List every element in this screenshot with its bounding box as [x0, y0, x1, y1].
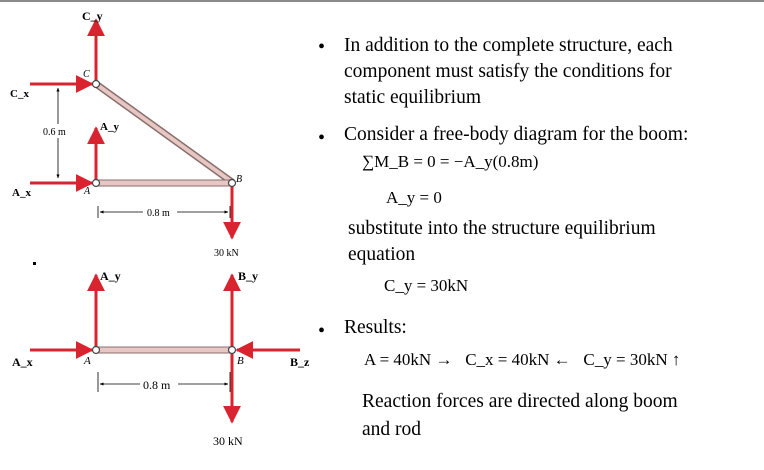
label-ay-lower: A_y	[100, 269, 121, 283]
label-cy: C_y	[82, 9, 103, 23]
label-b-upper: B	[236, 174, 243, 185]
boom-ab-lower	[96, 347, 232, 353]
bullet-3-results-label: Results:	[344, 317, 407, 338]
bullet-1-line-2: component must satisfy the conditions for	[344, 61, 672, 82]
label-cx: C_x	[10, 88, 29, 100]
label-load-lower: 30 kN	[213, 434, 243, 448]
bullet-2-substitute-text	[348, 216, 656, 268]
pin-a-lower	[93, 347, 100, 354]
label-dim-horizontal-lower: 0.8 m	[143, 378, 171, 392]
bullet-2-sub-line-1: substitute into the structure equilibrium	[348, 218, 656, 239]
label-ax-upper: A_x	[12, 187, 31, 199]
label-load-upper: 30 kN	[214, 248, 239, 259]
equation-results: A = 40kN → C_x = 40kN ← C_y = 30kN ↑	[364, 350, 681, 369]
bullet-2-sub-line-2: equation	[348, 244, 416, 265]
equation-moment: ∑M_B = 0 = −A_y(0.8m)	[362, 152, 539, 171]
label-c: C	[83, 69, 90, 80]
pin-a	[93, 180, 100, 187]
equation-cy: C_y = 30kN	[384, 276, 469, 295]
bullet-marker-1: •	[318, 36, 326, 58]
label-by: B_y	[238, 269, 259, 283]
bullet-marker-2: •	[318, 127, 326, 149]
bullet-1-line-1: In addition to the complete structure, each	[344, 35, 673, 56]
label-dim-horizontal-upper: 0.8 m	[147, 208, 170, 219]
boom-ab	[96, 180, 232, 186]
label-a-lower: A	[84, 355, 91, 367]
conclusion-text	[362, 388, 678, 444]
equation-ay: A_y = 0	[386, 188, 442, 207]
upper-structure	[10, 9, 242, 259]
label-a-upper: A	[84, 186, 91, 197]
pin-b-lower	[229, 347, 236, 354]
free-body-diagram-figure	[0, 0, 310, 470]
label-ay-upper: A_y	[100, 121, 119, 133]
conclusion-line-2: and rod	[362, 419, 422, 440]
pin-c	[93, 81, 100, 88]
label-ax-lower: A_x	[12, 355, 33, 369]
bullet-2-line-1: Consider a free-body diagram for the boom:	[344, 124, 689, 145]
stray-dot	[33, 262, 36, 265]
bullet-marker-3: •	[318, 320, 326, 342]
label-b-lower: B	[237, 355, 244, 367]
pin-b	[229, 180, 236, 187]
lower-boom-fbd	[12, 269, 310, 448]
label-bz: B_z	[290, 355, 310, 369]
bullet-1-line-3: static equilibrium	[344, 87, 482, 108]
label-dim-vertical: 0.6 m	[43, 127, 66, 138]
bullet-1-text	[344, 33, 673, 111]
conclusion-line-1: Reaction forces are directed along boom	[362, 391, 678, 412]
